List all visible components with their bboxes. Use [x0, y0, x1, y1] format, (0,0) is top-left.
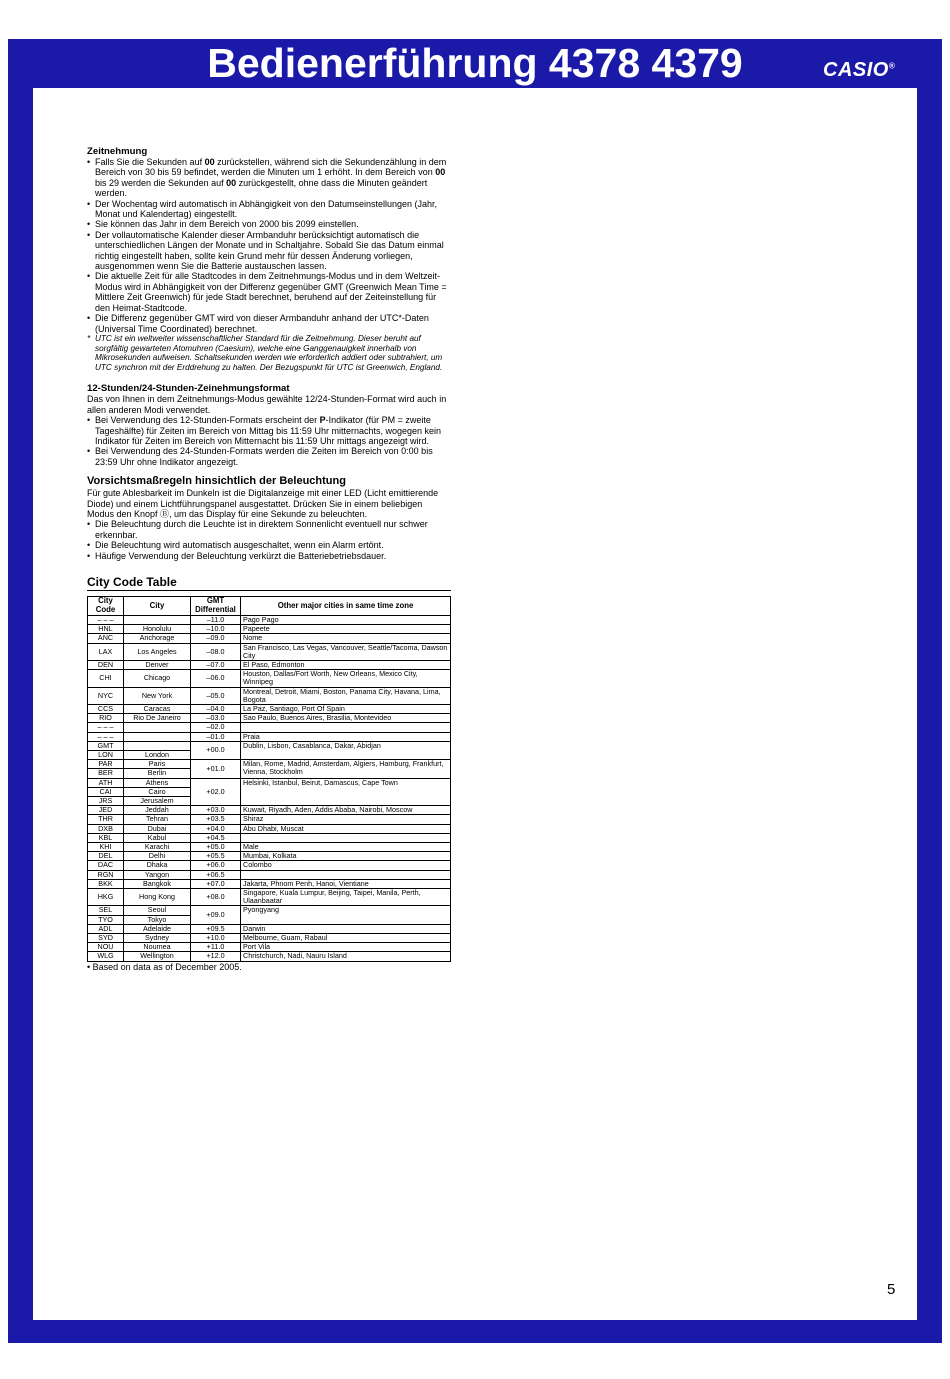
cell-code: – – – — [88, 732, 124, 741]
cell-gmt: +02.0 — [191, 778, 241, 806]
cell-gmt: +09.5 — [191, 924, 241, 933]
cell-code: DAC — [88, 861, 124, 870]
cell-city: Paris — [124, 760, 191, 769]
cell-gmt: +06.5 — [191, 870, 241, 879]
cell-code: PAR — [88, 760, 124, 769]
cell-gmt: +08.0 — [191, 889, 241, 906]
cell-city: Tokyo — [124, 915, 191, 924]
footnote-text: Based on data as of December 2005. — [92, 961, 242, 972]
cell-city: Sydney — [124, 934, 191, 943]
cell-code: WLG — [88, 952, 124, 961]
cell-others: Papeete — [241, 625, 451, 634]
table-footnote: • Based on data as of December 2005. — [87, 961, 242, 972]
bullet: • Der Wochentag wird automatisch in Abhängigkeit von den Datumseinstellungen (Jahr, Monat und Kalendertag) eingestellt. — [87, 199, 451, 220]
cell-city: Rio De Janeiro — [124, 714, 191, 723]
cell-city: Cairo — [124, 787, 191, 796]
cell-code: DEL — [88, 852, 124, 861]
cell-others: Helsinki, Istanbul, Beirut, Damascus, Cape Town — [241, 778, 451, 806]
cell-city: Hong Kong — [124, 889, 191, 906]
cell-city: New York — [124, 687, 191, 704]
cell-gmt: –08.0 — [191, 643, 241, 660]
logo-text: CASIO — [823, 59, 889, 81]
table-row — [88, 833, 451, 842]
cell-code: DEN — [88, 660, 124, 669]
bullet: • Bei Verwendung des 24-Stunden-Formats werden die Zeiten im Bereich von 0:00 bis 23:59 Uhr ohne Indikator angezeigt. — [87, 446, 451, 467]
cell-city: Noumea — [124, 943, 191, 952]
cell-city: Los Angeles — [124, 643, 191, 660]
cell-others: Port Vila — [241, 943, 451, 952]
cell-gmt: –06.0 — [191, 670, 241, 687]
table-row — [88, 643, 451, 660]
table-row — [88, 778, 451, 787]
cell-city: Adelaide — [124, 924, 191, 933]
cell-others: Dublin, Lisbon, Casablanca, Dakar, Abidjan — [241, 741, 451, 759]
cell-code: ATH — [88, 778, 124, 787]
format-bullets — [87, 415, 451, 467]
table-row — [88, 741, 451, 750]
cell-code: CAI — [88, 787, 124, 796]
cell-code: – – – — [88, 723, 124, 732]
cell-gmt: –01.0 — [191, 732, 241, 741]
col-gmt: GMT Differential — [191, 596, 241, 615]
cell-others — [241, 723, 451, 732]
cell-code: DXB — [88, 824, 124, 833]
bullet: • Die Differenz gegenüber GMT wird von dieser Armbanduhr anhand der UTC*-Daten (Universal Time Coordinated) berechnet. — [87, 313, 451, 334]
table-row — [88, 806, 451, 815]
cell-others: Melbourne, Guam, Rabaul — [241, 934, 451, 943]
bullet: • Die aktuelle Zeit für alle Stadtcodes in dem Zeitnehmungs-Modus und in dem Weltzeit-Modus wird in Abhängigkeit von der Differenz gegenüber GMT (Greenwich Mean Time = Mittlere Zeit Greenwich) für jede Stadt berechnet, beruhend auf der Zeiteinstellung für den Heimat-Stadtcode. — [87, 271, 451, 313]
licht-intro: Für gute Ablesbarkeit im Dunkeln ist die Digitalanzeige mit einer LED (Licht emittierende Diode) und einem Lichtführungspanel ausgestattet. Drücken Sie in einem beliebigen Modus den Knopf Ⓑ, um das Display für eine Sekunde zu beleuchten. — [87, 488, 439, 519]
table-row — [88, 714, 451, 723]
col-city-code: City Code — [88, 596, 124, 615]
cell-city: Wellington — [124, 952, 191, 961]
cell-others — [241, 833, 451, 842]
cell-gmt: +05.5 — [191, 852, 241, 861]
cell-code: NYC — [88, 687, 124, 704]
cell-city: Jerusalem — [124, 797, 191, 806]
cell-code: BER — [88, 769, 124, 778]
table-row — [88, 861, 451, 870]
cell-others — [241, 870, 451, 879]
cell-gmt: +07.0 — [191, 879, 241, 888]
cell-city: Berlin — [124, 769, 191, 778]
cell-others: Singapore, Kuala Lumpur, Beijing, Taipei, Manila, Perth, Ulaanbaatar — [241, 889, 451, 906]
cell-others: Kuwait, Riyadh, Aden, Addis Ababa, Nairobi, Moscow — [241, 806, 451, 815]
cell-others: Jakarta, Phnom Penh, Hanoi, Vientiane — [241, 879, 451, 888]
cell-gmt: –05.0 — [191, 687, 241, 704]
cell-city: Jeddah — [124, 806, 191, 815]
bullet: • Falls Sie die Sekunden auf 00 zurückstellen, während sich die Sekundenzählung in dem Bereich von 30 bis 59 befindet, werden die Minuten um 1 erhöht. In dem Bereich von 00 bis 29 werden die Sekunden auf 00 zurückgestellt, ohne dass die Minuten geändert werden. — [87, 157, 451, 199]
bullet: • Bei Verwendung des 12-Stunden-Formats erscheint der P-Indikator (für PM = zweite Tageshälfte) für Zeiten im Bereich von Mittag bis 11:59 Uhr mitternachts, wogegen kein Indikator für Zeiten im Bereich von Mitternacht bis 11:59 Uhr mittags angezeigt wird. — [87, 415, 451, 446]
cell-gmt: +09.0 — [191, 906, 241, 924]
cell-code: KBL — [88, 833, 124, 842]
licht-bullets — [87, 519, 451, 561]
cell-gmt: +00.0 — [191, 741, 241, 759]
cell-others: Praia — [241, 732, 451, 741]
cell-gmt: +10.0 — [191, 934, 241, 943]
heading-format: 12-Stunden/24-Stunden-Zeinehmungsformat — [87, 383, 290, 395]
cell-others: Nome — [241, 634, 451, 643]
cell-city: Denver — [124, 660, 191, 669]
cell-others: Mumbai, Kolkata — [241, 852, 451, 861]
cell-others: Pago Pago — [241, 615, 451, 624]
cell-others: Houston, Dallas/Fort Worth, New Orleans, Mexico City, Winnipeg — [241, 670, 451, 687]
table-row — [88, 889, 451, 906]
cell-gmt: +06.0 — [191, 861, 241, 870]
cell-city — [124, 723, 191, 732]
heading-beleuchtung: Vorsichtsmaßregeln hinsichtlich der Beleuchtung — [87, 475, 346, 488]
city-code-table — [87, 596, 451, 962]
cell-gmt: –02.0 — [191, 723, 241, 732]
table-body — [88, 615, 451, 961]
cell-others: Milan, Rome, Madrid, Amsterdam, Algiers, Hamburg, Frankfurt, Vienna, Stockholm — [241, 760, 451, 778]
cell-city: Chicago — [124, 670, 191, 687]
cell-city: Dubai — [124, 824, 191, 833]
cell-city: London — [124, 751, 191, 760]
cell-code: RGN — [88, 870, 124, 879]
cell-gmt: –11.0 — [191, 615, 241, 624]
table-row — [88, 634, 451, 643]
bullet: • Die Beleuchtung durch die Leuchte ist in direktem Sonnenlicht eventuell nur schwer erkennbar. — [87, 519, 451, 540]
cell-others: Christchurch, Nadi, Nauru Island — [241, 952, 451, 961]
table-row — [88, 824, 451, 833]
format-intro: Das von Ihnen in dem Zeitnehmungs-Modus gewählte 12/24-Stunden-Format wird auch in allen anderen Modi verwendet. — [87, 394, 447, 415]
cell-code: LON — [88, 751, 124, 760]
table-row — [88, 723, 451, 732]
cell-code: LAX — [88, 643, 124, 660]
cell-code: TYO — [88, 915, 124, 924]
cell-gmt: –10.0 — [191, 625, 241, 634]
cell-others: El Paso, Edmonton — [241, 660, 451, 669]
cell-city: Anchorage — [124, 634, 191, 643]
cell-city: Caracas — [124, 705, 191, 714]
col-other-cities: Other major cities in same time zone — [241, 596, 451, 615]
bullet: • Sie können das Jahr in dem Bereich von 2000 bis 2099 einstellen. — [87, 219, 451, 229]
cell-code: KHI — [88, 843, 124, 852]
bullet: • Häufige Verwendung der Beleuchtung verkürzt die Batteriebetriebsdauer. — [87, 551, 451, 561]
table-row — [88, 687, 451, 704]
page-number: 5 — [887, 1281, 896, 1298]
page-title: Bedienerführung 4378 4379 — [207, 40, 743, 86]
cell-code: HKG — [88, 889, 124, 906]
cell-code: NOU — [88, 943, 124, 952]
cell-city: Honolulu — [124, 625, 191, 634]
cell-city: Tehran — [124, 815, 191, 824]
cell-gmt: –09.0 — [191, 634, 241, 643]
zeit-bullets — [87, 157, 451, 334]
cell-others: Sao Paulo, Buenos Aires, Brasilia, Montevideo — [241, 714, 451, 723]
cell-gmt: –03.0 — [191, 714, 241, 723]
table-row — [88, 870, 451, 879]
cell-others: Male — [241, 843, 451, 852]
utc-note: * UTC ist ein weltweiter wissenschaftlicher Standard für die Zeitnehmung. Dieser beruht auf sorgfältig gewarteten Atomuhren (Caesium), welche eine Ganggenauigkeit innerhalb von Mikrosekunden aufweisen. Schaltsekunden werden wie erforderlich addiert oder subtrahiert, um UTC synchron mit der Erddrehung zu halten. Der Bezugspunkt für UTC ist Greenwich, England. — [87, 334, 451, 372]
cell-others: Abu Dhabi, Muscat — [241, 824, 451, 833]
cell-city: Athens — [124, 778, 191, 787]
cell-city: Seoul — [124, 906, 191, 915]
cell-city: Kabul — [124, 833, 191, 842]
cell-gmt: –04.0 — [191, 705, 241, 714]
cell-code: SYD — [88, 934, 124, 943]
table-row — [88, 906, 451, 915]
cell-gmt: +12.0 — [191, 952, 241, 961]
cell-code: SEL — [88, 906, 124, 915]
cell-city — [124, 732, 191, 741]
cell-code: GMT — [88, 741, 124, 750]
cell-others: Darwin — [241, 924, 451, 933]
left-column — [87, 146, 451, 972]
bullet: • Der vollautomatische Kalender dieser Armbanduhr berücksichtigt automatisch die unterschiedlichen Längen der Monate und in Schaltjahre. Sobald Sie das Datum einmal richtig eingestellt haben, sollte kein Grund mehr für dessen Änderung vorliegen, ausgenommen wenn Sie die Batterie austauschen lassen. — [87, 230, 451, 272]
cell-city: Dhaka — [124, 861, 191, 870]
table-row — [88, 952, 451, 961]
cell-code: RIO — [88, 714, 124, 723]
table-row — [88, 815, 451, 824]
table-row — [88, 670, 451, 687]
cell-gmt: +11.0 — [191, 943, 241, 952]
cell-code: BKK — [88, 879, 124, 888]
casio-logo — [823, 59, 895, 82]
cell-gmt: +04.0 — [191, 824, 241, 833]
cell-gmt: +05.0 — [191, 843, 241, 852]
cell-gmt: +01.0 — [191, 760, 241, 778]
cell-gmt: –07.0 — [191, 660, 241, 669]
table-header-row — [88, 596, 451, 615]
registered-mark: ® — [888, 61, 896, 71]
cell-code: ADL — [88, 924, 124, 933]
bullet: • Die Beleuchtung wird automatisch ausgeschaltet, wenn ein Alarm ertönt. — [87, 540, 451, 550]
cell-others: Shiraz — [241, 815, 451, 824]
cell-code: JRS — [88, 797, 124, 806]
cell-others: Pyongyang — [241, 906, 451, 924]
cell-code: THR — [88, 815, 124, 824]
city-table-title: City Code Table — [87, 575, 451, 591]
cell-gmt: +04.5 — [191, 833, 241, 842]
col-city: City — [124, 596, 191, 615]
cell-city: Karachi — [124, 843, 191, 852]
cell-others: San Francisco, Las Vegas, Vancouver, Seattle/Tacoma, Dawson City — [241, 643, 451, 660]
cell-code: JED — [88, 806, 124, 815]
cell-city: Yangon — [124, 870, 191, 879]
cell-code: ANC — [88, 634, 124, 643]
table-row — [88, 760, 451, 769]
cell-others: Montreal, Detroit, Miami, Boston, Panama City, Havana, Lima, Bogota — [241, 687, 451, 704]
cell-city: Delhi — [124, 852, 191, 861]
cell-code: HNL — [88, 625, 124, 634]
table-row — [88, 732, 451, 741]
cell-code: CHI — [88, 670, 124, 687]
cell-gmt: +03.5 — [191, 815, 241, 824]
cell-city: Bangkok — [124, 879, 191, 888]
cell-code: CCS — [88, 705, 124, 714]
cell-gmt: +03.0 — [191, 806, 241, 815]
heading-zeitnehmung: Zeitnehmung — [87, 146, 148, 157]
cell-others: La Paz, Santiago, Port Of Spain — [241, 705, 451, 714]
cell-others: Colombo — [241, 861, 451, 870]
cell-code: – – – — [88, 615, 124, 624]
